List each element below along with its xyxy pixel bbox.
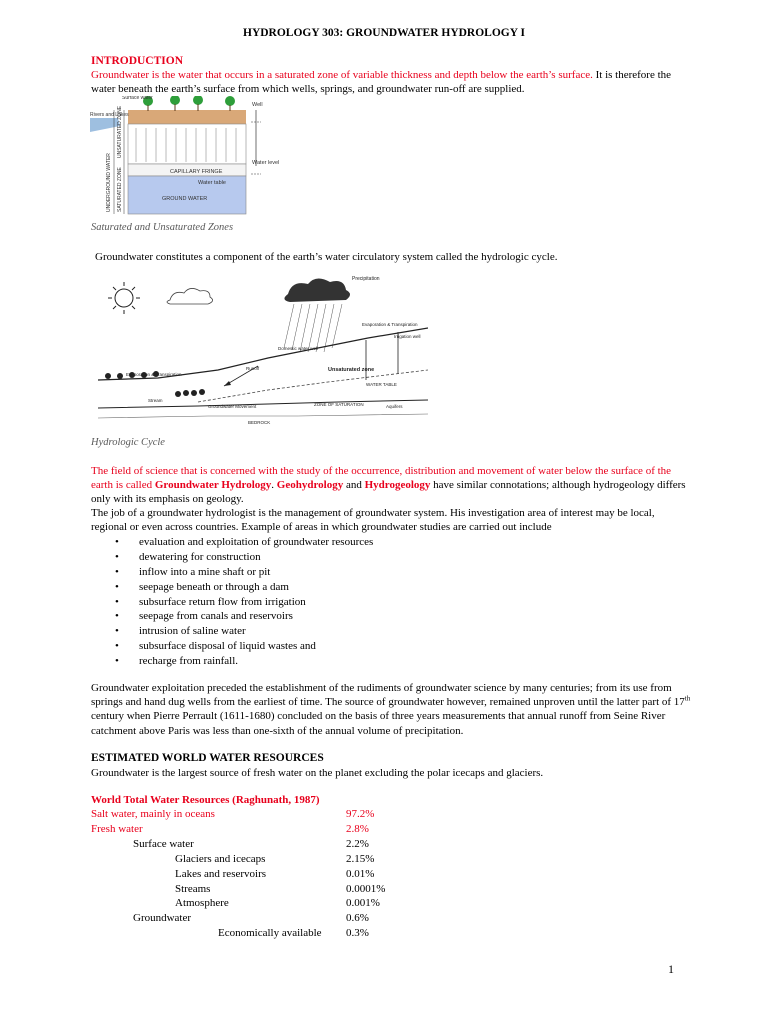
science-definition: The field of science that is concerned with the study of the occurrence, distribution and movement of water below the surface of the earth is called	[91, 465, 672, 492]
bullet-item: • recharge from rainfall.	[113, 654, 673, 669]
bullet-item: • inflow into a mine shaft or pit	[113, 565, 673, 580]
term-groundwater-hydrology: Groundwater Hydrology	[154, 479, 272, 492]
page-number: 1	[668, 962, 674, 976]
label-runoff: Runoff	[246, 366, 260, 371]
history-paragraph	[91, 681, 691, 738]
resource-value: 0.01%	[346, 867, 375, 880]
label-evap-right: Evaporation & Transpiration	[362, 322, 418, 327]
resource-value: 2.15%	[346, 852, 375, 865]
document-title: HYDROLOGY 303: GROUNDWATER HYDROLOGY I	[243, 27, 525, 39]
resource-label: Economically available	[218, 927, 322, 940]
estimated-text: Groundwater is the largest source of fresh water on the planet excluding the polar icecaps and glaciers.	[91, 767, 544, 779]
resource-value: 0.3%	[346, 927, 369, 940]
resource-value: 97.2%	[346, 808, 375, 820]
resource-label: Glaciers and icecaps	[175, 852, 266, 865]
storm-cloud-icon	[284, 278, 350, 302]
resource-label: Atmosphere	[175, 897, 229, 910]
resource-label: Surface water	[133, 837, 194, 850]
resource-label: Fresh water	[91, 822, 143, 835]
figure2-caption: Hydrologic Cycle	[91, 437, 165, 448]
label-water-table: Water table	[198, 180, 226, 186]
label-gw-movement: Groundwater Movement	[208, 404, 257, 409]
label-precipitation: Precipitation	[352, 276, 380, 282]
study-areas-list	[113, 535, 673, 669]
label-ground-water: GROUND WATER	[162, 196, 208, 202]
label-surface-water: Surface water	[122, 96, 153, 101]
hydrologic-cycle-diagram	[98, 268, 428, 428]
bullet-item: • seepage from canals and reservoirs	[113, 609, 673, 624]
resource-value: 2.8%	[346, 822, 369, 835]
bullet-item: • subsurface return flow from irrigation	[113, 595, 673, 610]
history-text-b: century when Pierre Perrault (1611-1680) concluded on the basis of three years measurements that annual runoff from Seine River catchment above Paris was less than one-sixth of the annual volume of precipitation.	[91, 710, 666, 737]
intro-paragraph	[91, 68, 691, 96]
cloud-icon	[167, 288, 213, 304]
bullet-item: • dewatering for construction	[113, 550, 673, 565]
label-stream: Stream	[148, 398, 163, 403]
soil-layer	[128, 110, 246, 124]
label-domestic-well: Domestic water well	[278, 346, 319, 351]
history-sup: th	[684, 694, 691, 703]
history-text-a: Groundwater exploitation preceded the establishment of the rudiments of groundwater science by many centuries; from its use from springs and hand dug wells from the earliest of time. The source of groundwater however, remained unproven until the latter part of 17	[91, 682, 685, 709]
resource-label: Streams	[175, 882, 211, 895]
label-bedrock: BEDROCK	[248, 420, 271, 425]
science-and: and	[343, 479, 365, 492]
label-capillary-fringe: CAPILLARY FRINGE	[170, 169, 223, 175]
resources-heading: World Total Water Resources (Raghunath, 1987)	[91, 794, 320, 806]
intro-rest: It is therefore the water beneath the earth’s surface from which wells, springs, and groundwater run-off are supplied.	[91, 69, 672, 96]
label-water-table-2: WATER TABLE	[366, 382, 397, 387]
bullet-item: • intrusion of saline water	[113, 624, 673, 639]
label-water-level: Water level	[252, 160, 280, 166]
label-unsaturated-zone: UNSATURATED ZONE	[117, 105, 123, 158]
resource-value: 0.0001%	[346, 882, 386, 895]
resource-label: Lakes and reservoirs	[175, 867, 267, 880]
science-paragraph	[91, 464, 691, 507]
label-well: Well	[252, 102, 263, 108]
saturated-zones-diagram	[90, 96, 290, 216]
resource-value: 2.2%	[346, 837, 369, 850]
job-paragraph: The job of a groundwater hydrologist is the management of groundwater system. His investigation area of interest may be local, regional or even across countries. Example of areas in which groundwater studies are carried out include	[91, 507, 655, 534]
hydrologic-intro: Groundwater constitutes a component of the earth’s water circulatory system called the hydrologic cycle.	[95, 251, 558, 263]
unsaturated-zone-area	[128, 124, 246, 164]
science-rest: have similar connotations; although hydrogeology differs only with its emphasis on geology.	[91, 479, 686, 506]
label-rivers-lakes: Rivers and Lakes	[90, 112, 129, 118]
bedrock-line	[98, 414, 428, 418]
label-irrigation-well: Irrigation well	[394, 334, 421, 339]
science-dot: .	[271, 479, 277, 492]
intro-definition: Groundwater is the water that occurs in a saturated zone of variable thickness and depth below the earth’s surface.	[91, 69, 593, 81]
bullet-item: • seepage beneath or through a dam	[113, 580, 673, 595]
estimated-heading: ESTIMATED WORLD WATER RESOURCES	[91, 752, 324, 764]
resource-label: Groundwater	[133, 912, 192, 925]
trees	[143, 96, 235, 106]
resource-value: 0.001%	[346, 897, 380, 910]
term-hydrogeology: Hydrogeology	[364, 479, 431, 492]
resource-label: Salt water, mainly in oceans	[91, 808, 215, 820]
label-saturated-zone: SATURATED ZONE	[117, 167, 123, 212]
resource-value: 0.6%	[346, 912, 369, 925]
label-zone-saturation: ZONE OF SATURATION	[314, 402, 364, 407]
sun-icon	[108, 282, 140, 314]
label-underground-water: UNDERGROUND WATER	[106, 153, 112, 212]
ground-water-area	[128, 176, 246, 214]
label-evap-left: Evaporation & Transpiration	[126, 372, 182, 377]
intro-heading: INTRODUCTION	[91, 55, 184, 67]
label-aquifers: Aquifers	[386, 404, 403, 409]
term-geohydrology: Geohydrology	[276, 479, 344, 492]
lake-shape	[90, 118, 120, 132]
bullet-item: • evaluation and exploitation of groundwater resources	[113, 535, 673, 550]
figure1-caption: Saturated and Unsaturated Zones	[91, 222, 234, 233]
bullet-item: • subsurface disposal of liquid wastes and	[113, 639, 673, 654]
label-unsaturated-zone-2: Unsaturated zone	[328, 367, 375, 373]
